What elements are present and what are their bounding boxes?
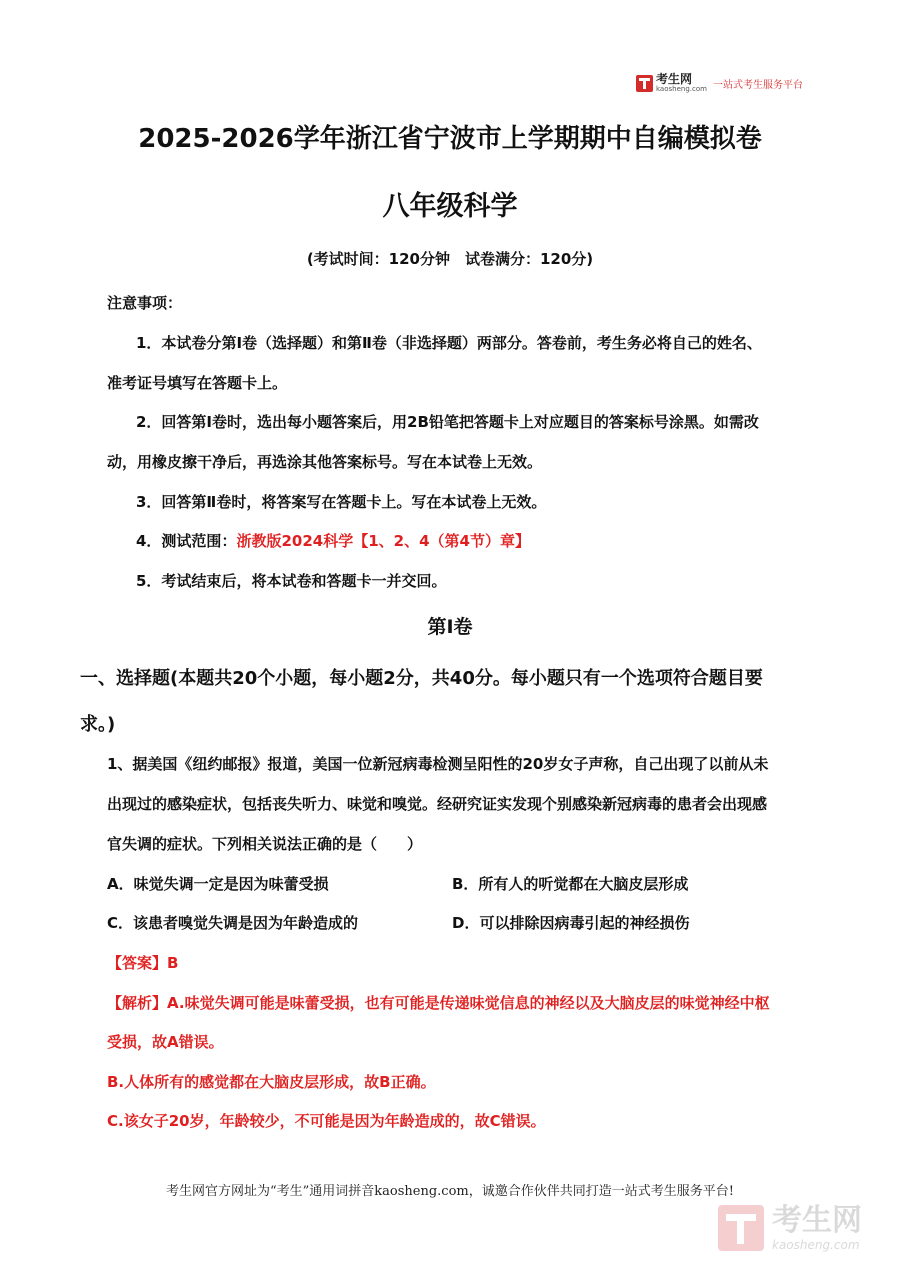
question-1-line-3: 官失调的症状。下列相关说法正确的是（ ） [107,835,423,853]
note-2-line-1: 2．回答第Ⅰ卷时，选出每小题答案后，用2B铅笔把答题卡上对应题目的答案标号涂黑。如需改 [136,413,759,431]
analysis-line-3: B.人体所有的感觉都在大脑皮层形成，故B正确。 [107,1073,436,1091]
watermark-logo-icon [718,1205,764,1251]
question-1-line-1: 1、据美国《纽约邮报》报道，美国一位新冠病毒检测呈阳性的20岁女子声称，自己出现了以前从未 [107,755,769,773]
question-1-line-2: 出现过的感染症状，包括丧失听力、味觉和嗅觉。经研究证实发现个别感染新冠病毒的患者会出现感 [107,795,768,813]
section-heading-line-2: 求。) [80,714,116,735]
answer: 【答案】B [107,954,179,972]
section-heading-line-1: 一、选择题(本题共20个小题，每小题2分，共40分。每小题只有一个选项符合题目要 [80,668,763,689]
analysis-line-2: 受损，故A错误。 [107,1033,224,1051]
analysis-line-1: 【解析】A.味觉失调可能是味蕾受损，也有可能是传递味觉信息的神经以及大脑皮层的味觉神经中枢 [107,994,770,1012]
note-5: 5．考试结束后，将本试卷和答题卡一并交回。 [136,572,447,590]
watermark-text [772,1202,862,1252]
note-2-line-2: 动，用橡皮擦干净后，再选涂其他答案标号。写在本试卷上无效。 [107,453,543,471]
notes-heading: 注意事项： [107,294,183,312]
paper-subject: 八年级科学 [382,191,518,222]
analysis-line-4: C.该女子20岁，年龄较少，不可能是因为年龄造成的，故C错误。 [107,1112,546,1130]
logo-mark-icon [636,75,653,92]
note-4-label: 4．测试范围： [136,532,237,550]
footer-text: 考生网官方网址为“考生”通用词拼音kaosheng.com，诚邀合作伙伴共同打造一站式考生服务平台! [166,1184,734,1199]
exam-info: (考试时间：120分钟 试卷满分：120分) [306,250,594,268]
option-b: B．所有人的听觉都在大脑皮层形成 [452,875,689,893]
note-1-line-2: 准考证号填写在答题卡上。 [107,374,288,392]
paper-title: 2025-2026学年浙江省宁波市上学期期中自编模拟卷 [138,124,762,154]
logo-slogan: 一站式考生服务平台 [712,79,803,91]
note-4-range: 浙教版2024科学【1、2、4（第4节）章】 [236,532,530,550]
note-1-line-1: 1．本试卷分第Ⅰ卷（选择题）和第Ⅱ卷（非选择题）两部分。答卷前，考生务必将自己的姓名、 [136,334,762,352]
note-4 [136,530,530,551]
logo-name: 考生网 [656,72,693,86]
watermark-domain: kaosheng.com [772,1237,860,1252]
logo-domain: kaosheng.com [656,85,707,93]
option-d: D．可以排除因病毒引起的神经损伤 [452,914,690,932]
option-c: C．该患者嗅觉失调是因为年龄造成的 [107,914,359,932]
option-a: A．味觉失调一定是因为味蕾受损 [107,875,329,893]
header-logo [636,73,803,93]
part-heading: 第Ⅰ卷 [427,616,473,638]
watermark [718,1202,862,1252]
note-3: 3．回答第Ⅱ卷时，将答案写在答题卡上。写在本试卷上无效。 [136,493,547,511]
logo-textbox [656,73,707,93]
watermark-name: 考生网 [772,1202,862,1238]
